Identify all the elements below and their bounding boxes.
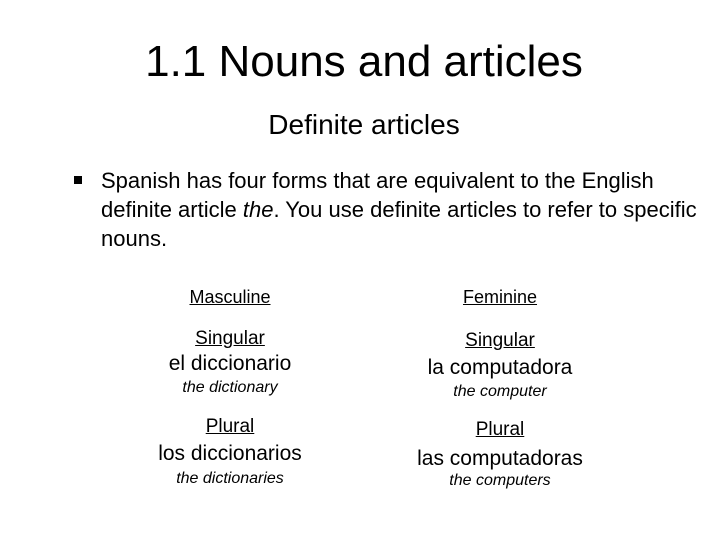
feminine-plural-label: Plural bbox=[475, 419, 525, 440]
feminine-singular-label: Singular bbox=[465, 330, 535, 351]
bullet-text-before: Spanish has four forms that are equivalent to the English definite article bbox=[101, 168, 654, 222]
feminine-header: Feminine bbox=[462, 287, 538, 307]
feminine-plural-word: las computadoras bbox=[417, 447, 583, 470]
slide-subtitle: Definite articles bbox=[268, 109, 460, 140]
bullet-text-after: . You use definite articles to refer to specific nouns. bbox=[101, 197, 697, 251]
bullet-paragraph bbox=[101, 166, 701, 253]
masculine-plural-word: los diccionarios bbox=[158, 442, 302, 465]
feminine-singular-word: la computadora bbox=[427, 356, 573, 379]
slide-title: 1.1 Nouns and articles bbox=[145, 37, 583, 86]
bullet-emphasis: the bbox=[242, 197, 274, 222]
masculine-plural-label: Plural bbox=[205, 416, 255, 437]
masculine-singular-label: Singular bbox=[195, 328, 265, 349]
masculine-header: Masculine bbox=[189, 287, 271, 307]
masculine-plural-translation: the dictionaries bbox=[176, 470, 284, 487]
feminine-plural-translation: the computers bbox=[449, 472, 551, 489]
masculine-singular-word: el diccionario bbox=[168, 352, 292, 375]
bullet-square-icon bbox=[74, 176, 82, 184]
masculine-singular-translation: the dictionary bbox=[182, 379, 278, 396]
feminine-singular-translation: the computer bbox=[453, 383, 547, 400]
